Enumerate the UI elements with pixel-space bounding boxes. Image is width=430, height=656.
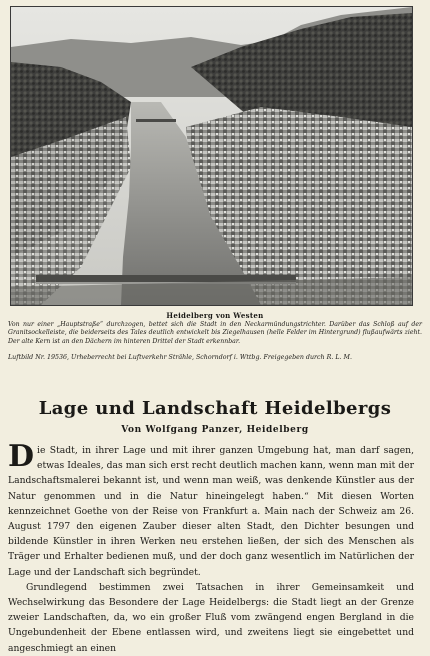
caption-paragraph: Von nur einer „Hauptstraße“ durchzogen, bettet sich die Stadt in den Neckarmündungstrichter. Darüber das Schloß auf der Granitsockelleiste, die beiderseits des Tales deutlich entwickelt bis Ziegelhausen (helle Felder im Hintergrund) flußaufwärts zieht. Der alte Kern ist an den Dächern im hinteren Drittel der Stadt erkennbar. [8, 321, 422, 345]
paragraph-1 [8, 439, 414, 580]
article-body [8, 439, 414, 656]
aerial-photo-heidelberg-icon [11, 7, 412, 305]
caption-title: Heidelberg von Westen [166, 311, 264, 320]
paragraph-1-text: ie Stadt, in ihrer Lage und mit ihrer ganzen Umgebung hat, man darf sagen, etwas Ideales, das man sich erst recht deutlich machen kann, wenn man mit der Landschaftsmalerei bekannt ist, und wenn man weiß, was denkende Künstler aus der Natur genommen und in die Natur hineingelegt haben.“ Mit diesen Worten kennzeichnet Goethe von der Reise von Frankfurt a. Main nach der Schweiz am 26. August 1797 den eigenen Zauber dieser alten Stadt, den Dichter besungen und bildende Künstler in ihren Werken neu erstehen ließen, der sich des Menschen als Träger und Erhalter bedienen muß, und der doch ganz wesentlich im Natürlichen der Lage und der Landschaft sich begründet. [8, 445, 414, 578]
caption-text [8, 321, 422, 346]
article-title: Lage und Landschaft Heidelbergs [38, 398, 392, 419]
photo-credit: Luftbild Nr. 19536, Urheberrecht bei Luftverkehr Strähle, Schorndorf i. Wttbg. Freigegeben durch R. L. M. [8, 354, 352, 361]
article-author: Von Wolfgang Panzer, Heidelberg [121, 425, 309, 435]
drop-cap: D [8, 439, 35, 474]
aerial-photo [10, 6, 413, 306]
paragraph-2: Grundlegend bestimmen zwei Tatsachen in ihrer Gemeinsamkeit und Wechselwirkung das Besondere der Lage Heidelbergs: die Stadt liegt an der Grenze zweier Landschaften, da, wo ein großer Fluß vom zwängend engen Bergland in die Ungebundenheit der Ebene entlassen wird, und zweitens liegt sie eingebettet und angeschmiegt an einen [8, 581, 414, 654]
